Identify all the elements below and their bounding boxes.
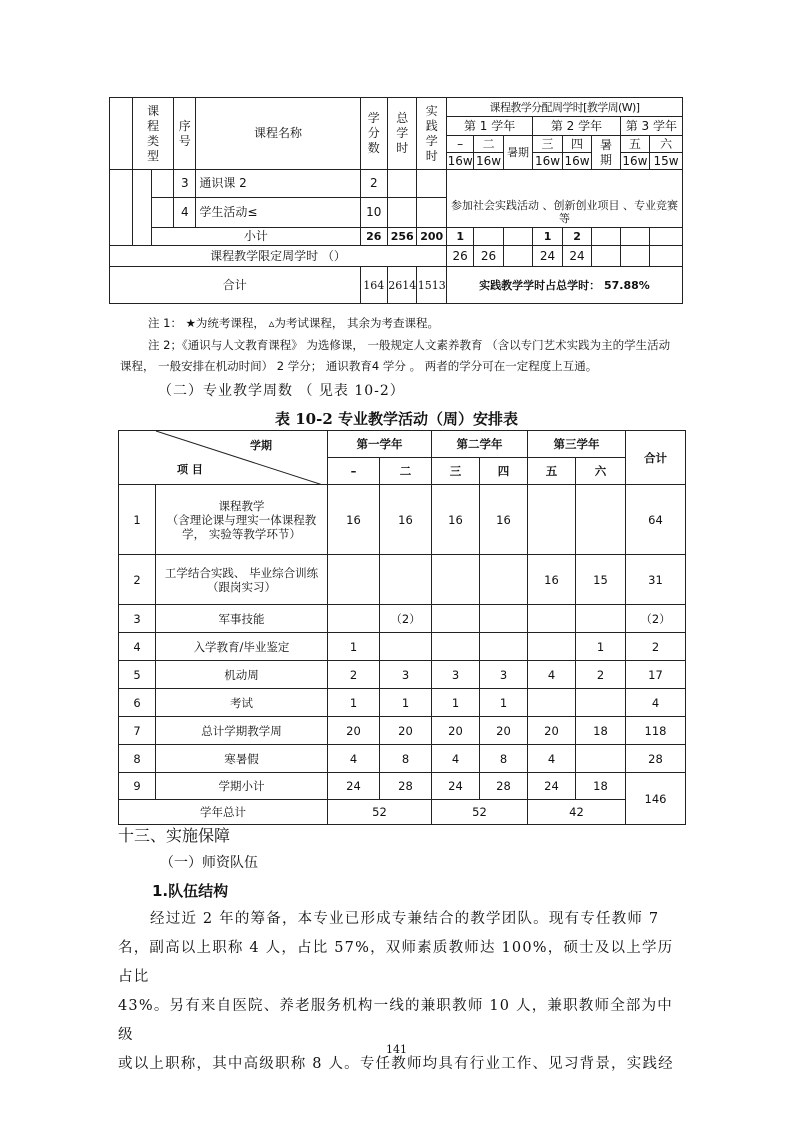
year-2-header: 第二学年 (432, 431, 528, 458)
table-row (119, 717, 686, 745)
limit-term3: 24 (533, 246, 562, 267)
term-value: 1 (432, 689, 480, 717)
term-value (328, 555, 380, 605)
week-5: 16w (620, 153, 649, 170)
term-value: 2 (576, 661, 626, 689)
term-3: 三 (432, 458, 480, 485)
item-name: 机动周 (156, 661, 328, 689)
year-total-label: 学年总计 (119, 800, 328, 825)
left-margin-cell (110, 98, 133, 170)
table-row (119, 745, 686, 773)
term-value: 20 (328, 717, 380, 745)
row-number: 5 (119, 661, 156, 689)
term-value: 3 (432, 661, 480, 689)
row-number: 8 (119, 745, 156, 773)
table-row (119, 555, 686, 605)
table-row (119, 689, 686, 717)
credit-header: 学分数 (360, 98, 387, 170)
total-header: 合计 (626, 431, 686, 485)
row-number: 9 (119, 773, 156, 800)
section-heading: （二）专业教学周数 （ 见表 10-2） (158, 383, 405, 399)
limit-label: 课程教学限定周学时 （） (110, 246, 447, 267)
term-3: 三 (533, 136, 562, 153)
course-name-cell: 通识课 2 (196, 170, 360, 198)
note-2-line1: 注 2；《通识与人文教育课程》 为选修课， 一般规定人文素养教育 （含以专门艺术实践为主的学生活动 (148, 338, 671, 352)
term-value (576, 745, 626, 773)
year-2-header: 第 2 学年 (533, 117, 620, 136)
term-value: 2 (328, 661, 380, 689)
term-value (576, 689, 626, 717)
term-value: （2） (380, 605, 432, 633)
term-value (528, 689, 576, 717)
term-value: 16 (380, 485, 432, 555)
limit-term1: 26 (446, 246, 473, 267)
row-total: 146 (626, 773, 686, 825)
table-row (119, 633, 686, 661)
row-number: 3 (119, 605, 156, 633)
term-value: 16 (480, 485, 528, 555)
term-value (576, 485, 626, 555)
hours-header: 总学时 (387, 98, 416, 170)
item-name: 寒暑假 (156, 745, 328, 773)
term-value (480, 555, 528, 605)
week-1: 16w (447, 153, 473, 168)
dept-cell (152, 198, 174, 228)
term-value (432, 605, 480, 633)
term-value: 8 (380, 745, 432, 773)
subtotal-credit: 26 (360, 228, 387, 246)
seq-header: 序号 (174, 98, 196, 170)
term-value: 16 (528, 555, 576, 605)
subtotal-label: 小计 (152, 228, 361, 246)
row-total: 118 (626, 717, 686, 745)
table-row (119, 485, 686, 555)
credit-cell: 2 (360, 170, 387, 198)
course-name-header: 课程名称 (196, 98, 360, 170)
term-value (528, 633, 576, 661)
item-name: 入学教育/毕业鉴定 (156, 633, 328, 661)
term-value (528, 605, 576, 633)
item-name: 军事技能 (156, 605, 328, 633)
summer-header: 暑期 (503, 136, 532, 170)
term-header-label: 学期 (250, 439, 272, 452)
term-value: 24 (432, 773, 480, 800)
term-value: 16 (328, 485, 380, 555)
year-total-value: 42 (528, 800, 626, 825)
row-total: 31 (626, 555, 686, 605)
row-total: 64 (626, 485, 686, 555)
item-name: 考试 (156, 689, 328, 717)
summer-header-2: 暑期 (592, 136, 620, 170)
week-2: 16w (474, 153, 503, 170)
row-number: 7 (119, 717, 156, 745)
practice-ratio: 实践教学学时占总学时： 57.88% (446, 267, 682, 304)
term-value (380, 633, 432, 661)
subtotal-term4: 2 (562, 228, 591, 246)
term-value: 1 (576, 633, 626, 661)
left-margin-cell (110, 170, 133, 246)
term-value: 24 (528, 773, 576, 800)
row-number: 4 (119, 633, 156, 661)
term-value (480, 605, 528, 633)
term-value: 1 (480, 689, 528, 717)
total-hours: 2614 (387, 267, 416, 304)
subtotal-practice: 200 (417, 228, 446, 246)
subtotal-term1: 1 (446, 228, 473, 246)
term-1: – (328, 458, 380, 485)
term-value (576, 605, 626, 633)
term-value (380, 555, 432, 605)
term-6: 六 (650, 136, 683, 153)
course-name-cell: 学生活动≤ (196, 198, 360, 228)
term-value: 20 (528, 717, 576, 745)
term-value (432, 555, 480, 605)
item-header-label: 项 目 (177, 463, 203, 476)
seq-cell: 4 (174, 198, 196, 228)
term-6: 六 (576, 458, 626, 485)
item-name: 工学结合实践、 毕业综合训练 （跟岗实习） (156, 555, 328, 605)
item-name: 学期小计 (156, 773, 328, 800)
row-number: 6 (119, 689, 156, 717)
row-total: 2 (626, 633, 686, 661)
diagonal-header (119, 431, 328, 485)
practice-header: 实践学时 (417, 98, 446, 170)
paragraph-line: 名，副高以上职称 4 人，占比 57%，双师素质教师达 100%，硕士及以上学历占比 (118, 940, 674, 985)
year-total-value: 52 (432, 800, 528, 825)
week-4: 16w (562, 153, 591, 170)
term-value: 4 (328, 745, 380, 773)
term-value (528, 485, 576, 555)
seq-cell: 3 (174, 170, 196, 198)
year-total-value: 52 (328, 800, 432, 825)
year-total-row (119, 800, 686, 825)
diagonal-line (119, 431, 328, 485)
table-row (119, 661, 686, 689)
item-name: 总计学期教学周 (156, 717, 328, 745)
subsection-title: （一）师资队伍 (160, 855, 258, 871)
subtotal-hours: 256 (387, 228, 416, 246)
term-value: 15 (576, 555, 626, 605)
page-number: 141 (386, 1043, 407, 1056)
term-value: 28 (480, 773, 528, 800)
term-value: 16 (432, 485, 480, 555)
subtotal-term3: 1 (533, 228, 562, 246)
term-value: 8 (480, 745, 528, 773)
section-13-title: 十三、实施保障 (118, 826, 231, 845)
term-value (432, 633, 480, 661)
item-name: 课程教学 （含理论课与理实一体课程教学， 实验等教学环节） (156, 485, 328, 555)
row-total: 17 (626, 661, 686, 689)
row-total: 28 (626, 745, 686, 773)
total-label: 合计 (110, 267, 361, 304)
term-value: 24 (328, 773, 380, 800)
term-value: 3 (380, 661, 432, 689)
row-total: 4 (626, 689, 686, 717)
teaching-weeks-table (118, 430, 686, 825)
type-cell (133, 170, 152, 246)
note-1: 注 1： ★为统考课程， ▵为考试课程， 其余为考查课程。 (148, 316, 440, 330)
sub-subsection-title: 1.队伍结构 (152, 882, 229, 900)
table-row (119, 773, 686, 800)
total-practice: 1513 (417, 267, 446, 304)
term-value (328, 605, 380, 633)
term-4: 四 (562, 136, 591, 153)
table-row (119, 605, 686, 633)
limit-term4: 24 (562, 246, 591, 267)
week-3: 16w (533, 153, 562, 170)
term-value: 20 (480, 717, 528, 745)
term-2: 二 (474, 136, 503, 153)
paragraph-line: 经过近 2 年的筹备，本专业已形成专兼结合的教学团队。现有专任教师 7 (150, 911, 660, 927)
week-6: 15w (650, 153, 683, 170)
term-value: 3 (480, 661, 528, 689)
distribution-header: 课程教学分配周学时[教学周(W)] (446, 98, 682, 117)
term-5: 五 (620, 136, 649, 153)
credit-cell: 10 (360, 198, 387, 228)
year-3-header: 第三学年 (528, 431, 626, 458)
term-5: 五 (528, 458, 576, 485)
limit-term2: 26 (474, 246, 503, 267)
paragraph-line: 或以上职称，其中高级职称 8 人。专任教师均具有行业工作、见习背景，实践经 (118, 1056, 674, 1072)
term-1: – (446, 136, 473, 153)
total-credit: 164 (360, 267, 387, 304)
term-value: 20 (380, 717, 432, 745)
year-1-header: 第一学年 (328, 431, 432, 458)
paragraph-line: 43%。另有来自医院、养老服务机构一线的兼职教师 10 人，兼职教师全部为中级 (118, 998, 673, 1043)
dept-cell (152, 170, 174, 198)
term-2: 二 (380, 458, 432, 485)
year-3-header: 第 3 学年 (620, 117, 682, 136)
term-value: 4 (432, 745, 480, 773)
term-4: 四 (480, 458, 528, 485)
note-2-line2: 课程， 一般安排在机动时间） 2 学分； 通识教育4 学分 。 两者的学分可在一定程度上互通。 (120, 359, 598, 373)
term-value: 18 (576, 773, 626, 800)
term-value: 28 (380, 773, 432, 800)
course-type-header: 课程类型 (133, 98, 174, 170)
row-number: 1 (119, 485, 156, 555)
term-value (480, 633, 528, 661)
term-value: 1 (328, 689, 380, 717)
term-value: 4 (528, 661, 576, 689)
term-value: 18 (576, 717, 626, 745)
remark-cell: 参加社会实践活动 、创新创业项目 、专业竞赛等 (446, 198, 682, 228)
term-value: 1 (328, 633, 380, 661)
term-value: 20 (432, 717, 480, 745)
term-value: 1 (380, 689, 432, 717)
course-hours-table (109, 97, 683, 304)
year-1-header: 第 1 学年 (446, 117, 532, 136)
term-value: 4 (528, 745, 576, 773)
row-total: （2） (626, 605, 686, 633)
row-number: 2 (119, 555, 156, 605)
table-caption: 表 10-2 专业教学活动（周）安排表 (275, 410, 518, 428)
